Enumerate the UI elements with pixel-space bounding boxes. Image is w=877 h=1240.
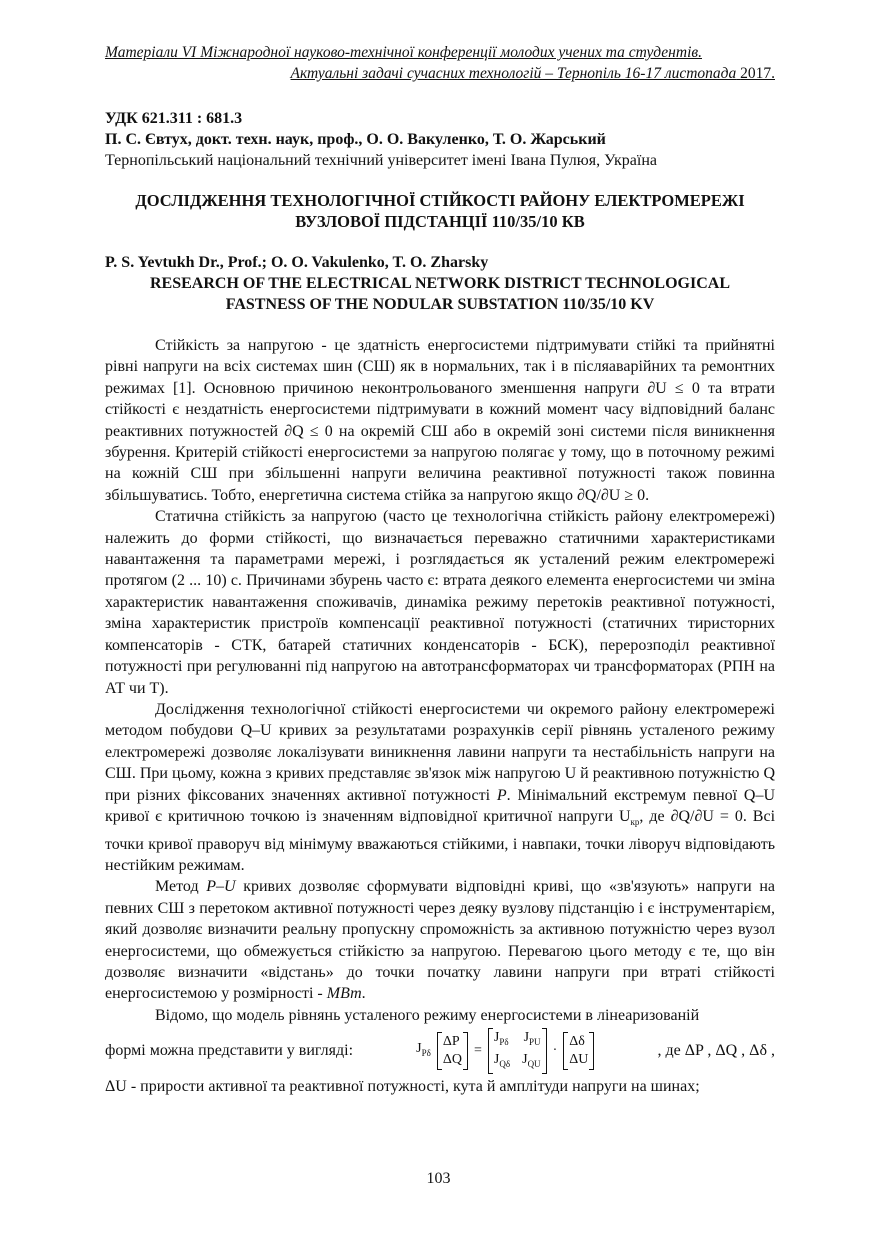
title-ua-line1: ДОСЛІДЖЕННЯ ТЕХНОЛОГІЧНОЇ СТІЙКОСТІ РАЙОНУ ЕЛЕКТРОМЕРЕЖІ xyxy=(135,191,745,210)
matrix-intro: формі можна представити у вигляді: xyxy=(105,1042,354,1060)
j-q-delta xyxy=(494,1051,510,1073)
j21-subscript: Qδ xyxy=(499,1058,511,1069)
paragraph-5: Відомо, що модель рівнянь усталеного режиму енергосистеми в лінеаризованій xyxy=(155,1006,700,1024)
title-ua xyxy=(105,190,775,232)
p4-unit: МВт xyxy=(326,985,362,1003)
state-delta-vector xyxy=(563,1032,594,1070)
j12-letter: J xyxy=(523,1030,530,1046)
paragraph-1 xyxy=(105,335,775,506)
formula-dqdu: ∂Q/∂U ≥ 0 xyxy=(576,486,646,504)
udk-code: УДК 621.311 : 681.3 xyxy=(105,110,243,127)
delta-delta: Δδ xyxy=(569,1033,585,1049)
matrix-row-2 xyxy=(494,1051,541,1073)
page xyxy=(105,42,775,1097)
p3-text-a: Дослідження технологічної стійкості енергосистеми чи окремого району електромережі методом побудови Q–U кривих за результатами розрахунків серії рівнянь усталеного режиму електромережі дозволяє локалізувати виникнення лавини напруги та нестабільність напруги на СШ. При цьому, кожна з кривих представляє зв'язок між напругою U й реактивною потужністю Q при різних фіксованих значеннях активної потужності xyxy=(105,700,775,804)
formula-du: ∂U ≤ 0 xyxy=(647,379,700,397)
power-delta-vector xyxy=(437,1032,468,1070)
p3-symbol-p: P xyxy=(496,786,507,804)
dot-operator: · xyxy=(552,1043,558,1059)
p3-text-c: , де xyxy=(639,807,665,825)
j11-letter: J xyxy=(493,1030,500,1046)
ukr-subscript: кр xyxy=(630,817,640,828)
p1-text-d: . xyxy=(645,486,650,504)
title-en-line2: FASTNESS OF THE NODULAR SUBSTATION 110/35/10 KV xyxy=(225,296,655,313)
jacobian-letter: J xyxy=(416,1040,422,1056)
formula-critical: ∂Q/∂U = 0 xyxy=(670,807,743,825)
jacobian-subscript: Pδ xyxy=(421,1047,431,1058)
jacobian-symbol xyxy=(416,1038,431,1064)
j22-subscript: QU xyxy=(527,1058,541,1069)
matrix-equation xyxy=(416,1028,594,1074)
page-number: 103 xyxy=(426,1170,451,1187)
matrix-tail: , де ΔP , ΔQ , Δδ , xyxy=(657,1042,775,1060)
j-p-u xyxy=(524,1029,541,1051)
conference-year: 2017. xyxy=(740,65,775,82)
j12-subscript: PU xyxy=(529,1036,541,1047)
j-q-u xyxy=(522,1051,540,1073)
paragraph-6: ΔU - прирости активної та реактивної потужності, кута й амплітуди напруги на шинах; xyxy=(105,1077,700,1095)
paragraph-2: Статична стійкість за напругою (часто це технологічна стійкість району електромережі) належить до форми стійкості, що визначається переважно статичними характеристиками навантаження та параметрами мережі, і розглядається як усталений режим електромережі протягом (2 ... 10) с. Причинами збурень часто є: втрата деякого елемента енергосистеми чи зміна характеристик навантаження споживачів, динаміка режиму перетоків реактивної потужності, зміна характеристик пристроїв компенсації реактивної потужності (статичних тиристорних компенсаторів - СТК, батарей статичних конденсаторів - БСК), перерозподіл реактивної потужності при регулюванні під напругою на автотрансформаторах чи трансформаторах (РПН на АТ чи Т). xyxy=(105,508,775,697)
p1-text-a: Стійкість за напругою - це здатність енергосистеми підтримувати стійкі та прийнятні рівні напруги на всіх системах шин (СШ) як в нормальних, так і в післяаварійних та ремонтних режимах [1]. Основною причиною неконтрольованого зменшення напруги xyxy=(105,337,775,397)
authors-ua: П. С. Євтух, докт. техн. наук, проф., О. О. Вакуленко, Т. О. Жарський xyxy=(105,131,606,148)
matrix-equation-row xyxy=(105,1028,775,1074)
formula-ukr xyxy=(618,807,640,828)
j21-letter: J xyxy=(493,1051,500,1067)
j-p-delta xyxy=(494,1029,509,1051)
equals-sign: = xyxy=(474,1043,482,1059)
paragraph-3 xyxy=(105,699,775,876)
formula-dq: ∂Q ≤ 0 xyxy=(284,422,333,440)
paragraph-4 xyxy=(105,876,775,1004)
conference-header-line1: Матеріали VI Міжнародної науково-технічної конференції молодих учених та студентів. xyxy=(105,44,702,61)
delta-u: ΔU xyxy=(569,1051,589,1067)
ukr-symbol: U xyxy=(618,807,631,825)
p4-symbol-pu: P–U xyxy=(206,878,236,896)
conference-header-line2 xyxy=(105,63,775,84)
p4-text-b: кривих дозволяє сформувати відповідні криві, що «зв'язують» напруги на певних СШ з перетоком активної потужності через деяку вузлову підстанцію і є інструментарієм, який дозволяє визначити реальну пропускну спроможність за активною потужністю через вузол енергосистеми, що обмежується стійкістю за напругою. Перевагою цього методу є те, що він дозволяє визначити «відстань» до точки початку лавини напруги при втраті стійкості енергосистемою у розмірності - xyxy=(105,878,776,1003)
p1-text-c: на окремій СШ або в окремій зоні системи після виникнення збурення. Критерій стійкості енергосистеми за напругою полягає у тому, що в поточному режимі на кожній СШ при збільшенні напруги величина реактивної потужності також повинна збільшуватись. Тобто, енергетична система стійка за напругою якщо xyxy=(105,422,776,504)
j22-letter: J xyxy=(522,1051,528,1067)
p4-text-a: Метод xyxy=(155,878,199,896)
title-en xyxy=(105,273,775,315)
article-body xyxy=(105,335,775,1097)
matrix-row-1 xyxy=(494,1029,541,1051)
p3-text-d: . Всі точки кривої праворуч від мінімуму вважаються стійкими, і навпаки, точки ліворуч відповідають нестійким режимам. xyxy=(105,807,776,874)
p3-text-b: . Мінімальний екстремум певної Q–U кривої є критичною точкою із значенням відповідної критичної напруги xyxy=(105,786,776,825)
j11-subscript: Pδ xyxy=(499,1036,509,1047)
conference-header-text: Актуальні задачі сучасних технологій – Тернопіль 16-17 листопада xyxy=(290,65,737,82)
jacobian-matrix xyxy=(488,1028,547,1074)
p1-text-b: та втрати стійкості є нездатність енергосистеми підтримувати в кожний момент часу відповідний баланс реактивних потужностей xyxy=(105,379,775,440)
p4-text-c: . xyxy=(361,985,366,1003)
authors-en: P. S. Yevtukh Dr., Prof.; O. O. Vakulenko, T. O. Zharsky xyxy=(105,254,489,271)
delta-q: ΔQ xyxy=(442,1051,462,1067)
title-en-line1: RESEARCH OF THE ELECTRICAL NETWORK DISTRICT TECHNOLOGICAL xyxy=(150,275,730,292)
delta-p: ΔP xyxy=(442,1033,460,1049)
affiliation: Тернопільський національний технічний університет імені Івана Пулюя, Україна xyxy=(105,152,657,169)
title-ua-line2: ВУЗЛОВОЇ ПІДСТАНЦІЇ 110/35/10 КВ xyxy=(295,212,585,231)
